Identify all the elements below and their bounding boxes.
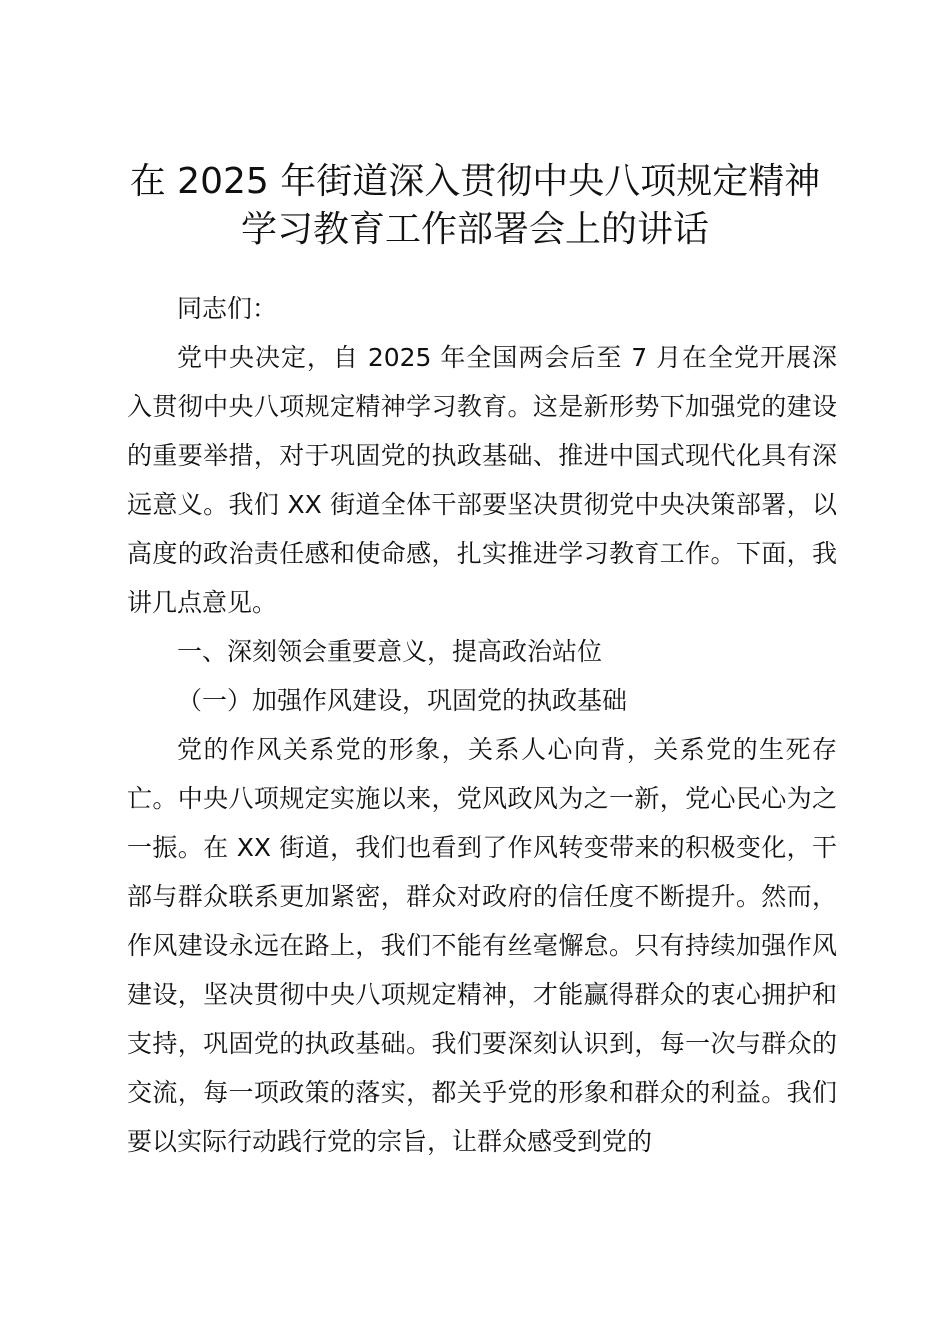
document-body bbox=[127, 284, 837, 1166]
paragraph-intro: 党中央决定，自 2025 年全国两会后至 7 月在全党开展深入贯彻中央八项规定精神学习教育。这是新形势下加强党的建设的重要举措，对于巩固党的执政基础、推进中国式现代化具有深远意义。我们 XX 街道全体干部要坚决贯彻党中央决策部署，以高度的政治责任感和使命感，扎实推进学习教育工作。下面，我讲几点意见。 bbox=[127, 343, 837, 617]
salutation: 同志们： bbox=[177, 294, 278, 323]
subsection-heading-1: （一）加强作风建设，巩固党的执政基础 bbox=[177, 686, 628, 715]
paragraph-style-building: 党的作风关系党的形象，关系人心向背，关系党的生死存亡。中央八项规定实施以来，党风政风为之一新，党心民心为之一振。在 XX 街道，我们也看到了作风转变带来的积极变化，干部与群众联系更加紧密，群众对政府的信任度不断提升。然而，作风建设永远在路上，我们不能有丝毫懈怠。只有持续加强作风建设，坚决贯彻中央八项规定精神，才能赢得群众的衷心拥护和支持，巩固党的执政基础。我们要深刻认识到，每一次与群众的交流，每一项政策的落实，都关乎党的形象和群众的利益。我们要以实际行动践行党的宗旨，让群众感受到党的 bbox=[127, 735, 837, 1156]
section-heading-1: 一、深刻领会重要意义，提高政治站位 bbox=[177, 637, 603, 666]
document-title: 在 2025 年街道深入贯彻中央八项规定精神学习教育工作部署会上的讲话 bbox=[129, 161, 821, 250]
